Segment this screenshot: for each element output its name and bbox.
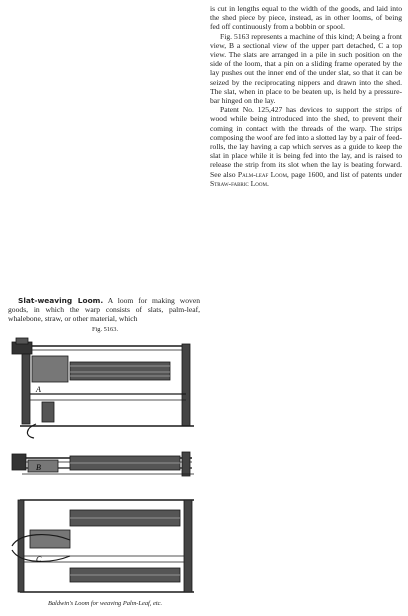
entry-slat-weaving-loom [8,296,200,324]
figure-label: Fig. 5163. [91,326,119,333]
entry-title: Slat-weaving Loom. [18,296,104,305]
view-letter-c: C [36,555,42,564]
patent-text-a: Patent No. 125,427 has devices to support the strips of wood while being introduced into the shed, to prevent their coming in contact with the threads of the warp. The strips composing the woof are fed into a slotted lay by a pair of feed-rolls, the lay having a cap which serves as a guide to keep the slat in place while it is being fed into the lay, and is raised to release the strip from its slot when the lay is beating forward. See also [210,105,402,179]
loom-illustration [10,336,206,596]
view-letter-b: B [36,463,41,472]
figure-caption: Baldwin's Loom for weaving Palm-Leaf, etc. [47,600,163,607]
right-column-text [210,4,402,188]
paragraph-fig-description: Fig. 5163 represents a machine of this kind; A being a front view, B a sectional view of the upper part detached, C a top view. The slats are arranged in a pile in such position on the side of the loom, that a pin on a sliding frame operated by the lay pushes out the inner end of the under slat, so that it can be seized by the reciprocating nippers and drawn into the shed. The slat, when in place to be beaten up, is held by a pressure-bar hinged on the lay. [210,31,402,106]
patent-text-c: . [266,178,269,188]
top-view-drawing [12,500,194,592]
cross-reference-straw-fabric-loom[interactable]: Straw-fabric Loom [210,178,267,188]
cross-reference-palm-leaf-loom[interactable]: Palm-leaf Loom [237,169,287,179]
left-column-text [8,296,200,324]
paragraph-continuation: is cut in lengths equal to the width of the goods, and laid into the shed piece by piece, instead, as in other looms, of being fed off continuously from a bobbin or spool. [210,4,402,32]
paragraph-patent [210,105,402,188]
entry-text: A loom for making woven goods, in which the warp consists of slats, palm-leaf, whalebone, straw, or other material, which [8,296,201,324]
patent-text-b: , page 1600, and list of patents under [286,169,402,179]
view-letter-a: A [36,385,41,394]
